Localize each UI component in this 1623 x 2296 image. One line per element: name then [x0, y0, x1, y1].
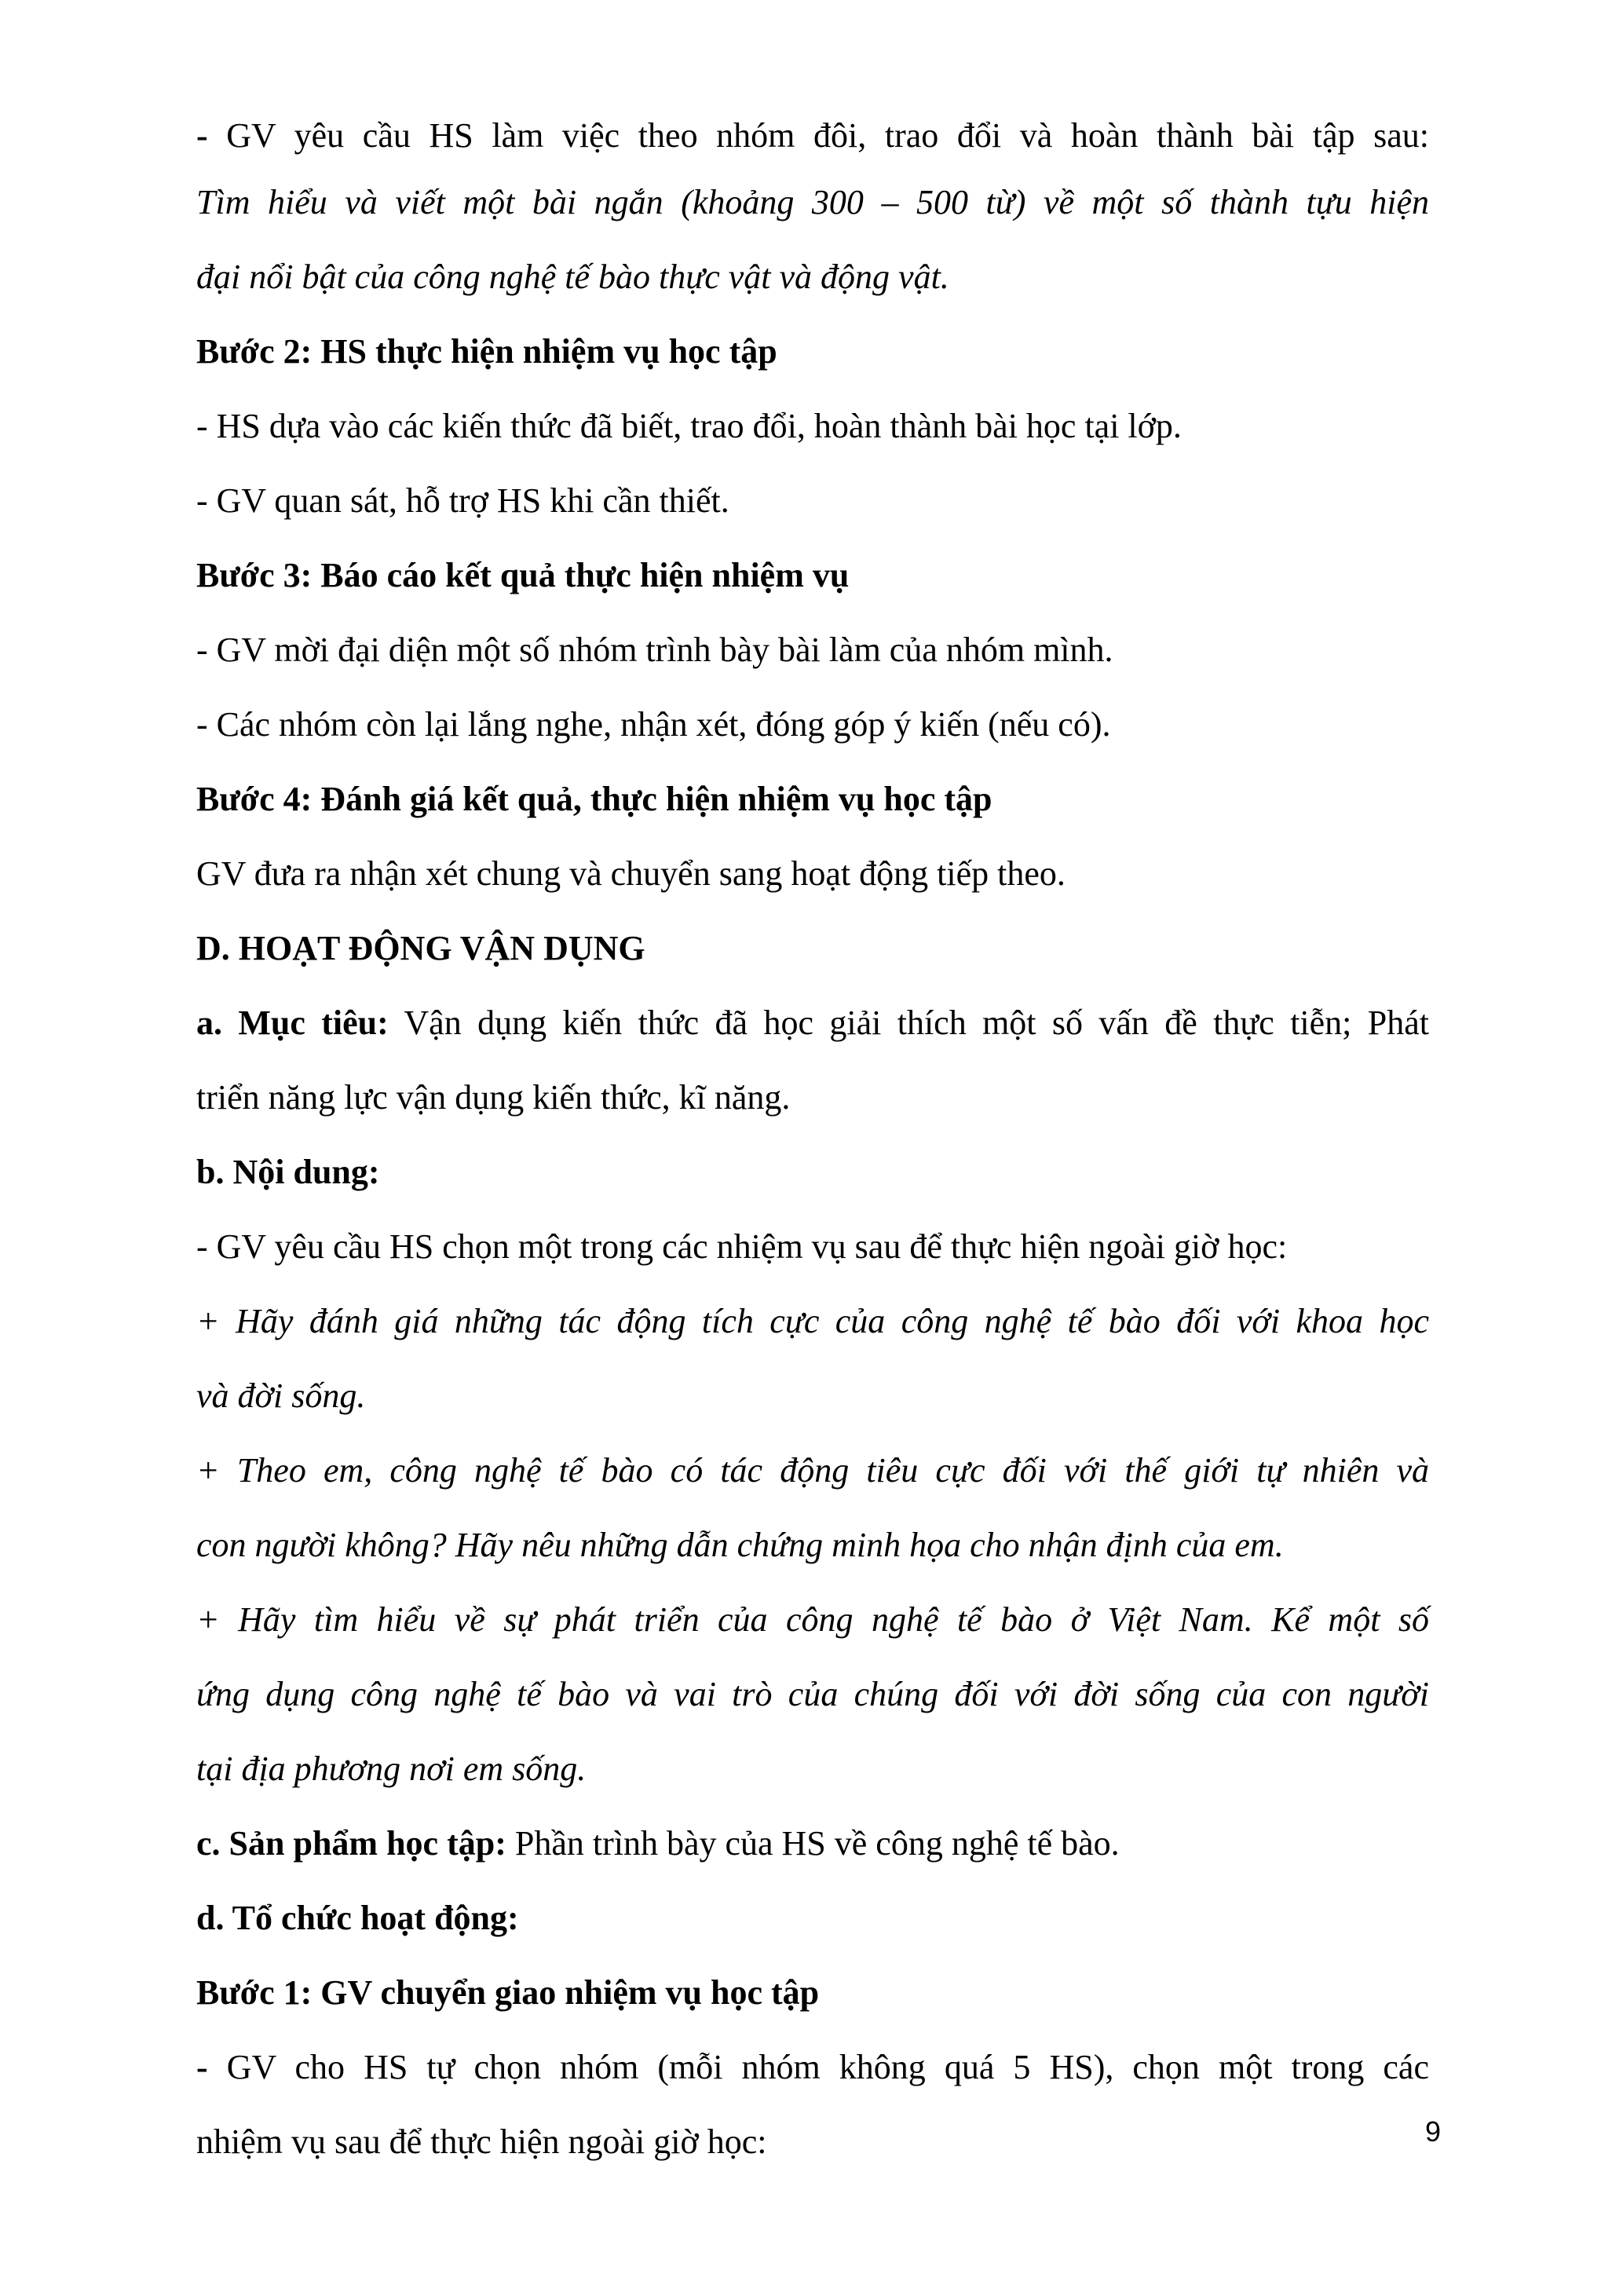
org-label: d. Tổ chức hoạt động:: [196, 1899, 519, 1937]
step2-line1: - HS dựa vào các kiến thức đã biết, trao đổi, hoàn thành bài học tại lớp.: [196, 407, 1182, 445]
task1-line1: + Hãy đánh giá những tác động tích cực của công nghệ tế bào đối với khoa học: [196, 1302, 1429, 1340]
intro-dash: -: [196, 116, 208, 155]
product-paragraph: [196, 1810, 1429, 1877]
goal-label: a. Mục tiêu:: [196, 1004, 389, 1042]
step2-heading: Bước 2: HS thực hiện nhiệm vụ học tập: [196, 332, 777, 371]
intro-instruction: [196, 102, 1429, 236]
step2-line2: - GV quan sát, hỗ trợ HS khi cần thiết.: [196, 481, 729, 520]
task2-line1: + Theo em, công nghệ tế bào có tác động tiêu cực đối với thế giới tự nhiên và: [196, 1451, 1429, 1490]
step3-line2: - Các nhóm còn lại lắng nghe, nhận xét, đóng góp ý kiến (nếu có).: [196, 705, 1111, 744]
document-body: [196, 102, 1429, 2183]
intro-task-line2: đại nổi bật của công nghệ tế bào thực vật và động vật.: [196, 258, 949, 296]
product-text: Phần trình bày của HS về công nghệ tế bào.: [506, 1824, 1120, 1863]
task3-line1: + Hãy tìm hiểu về sự phát triển của công nghệ tế bào ở Việt Nam. Kể một số: [196, 1600, 1429, 1639]
goal-line2: triển năng lực vận dụng kiến thức, kĩ năng.: [196, 1078, 791, 1117]
step4-heading: Bước 4: Đánh giá kết quả, thực hiện nhiệm vụ học tập: [196, 780, 992, 818]
step1-line2: nhiệm vụ sau để thực hiện ngoài giờ học:: [196, 2122, 767, 2161]
step1-line1: GV cho HS tự chọn nhóm (mỗi nhóm không quá 5 HS), chọn một trong các: [207, 2048, 1429, 2086]
step1-heading: Bước 1: GV chuyển giao nhiệm vụ học tập: [196, 1973, 820, 2012]
step4-line1: GV đưa ra nhận xét chung và chuyển sang hoạt động tiếp theo.: [196, 854, 1066, 893]
product-label: c. Sản phẩm học tập:: [196, 1824, 506, 1863]
goal-paragraph: [196, 989, 1429, 1056]
task2-line2: con người không? Hãy nêu những dẫn chứng minh họa cho nhận định của em.: [196, 1526, 1284, 1564]
task3-line2: ứng dụng công nghệ tế bào và vai trò của chúng đối với đời sống của con người: [196, 1675, 1429, 1713]
content-label: b. Nội dung:: [196, 1153, 380, 1191]
task1-line2: và đời sống.: [196, 1377, 366, 1415]
step1-dash: -: [196, 2048, 208, 2086]
task3-line3: tại địa phương nơi em sống.: [196, 1749, 587, 1788]
step3-heading: Bước 3: Báo cáo kết quả thực hiện nhiệm vụ: [196, 556, 850, 594]
step3-line1: - GV mời đại diện một số nhóm trình bày bài làm của nhóm mình.: [196, 631, 1113, 669]
intro-task-line1: Tìm hiểu và viết một bài ngắn (khoảng 300 – 500 từ) về một số thành tựu hiện: [196, 183, 1429, 221]
section-d-heading: D. HOẠT ĐỘNG VẬN DỤNG: [196, 929, 645, 967]
intro-text: GV yêu cầu HS làm việc theo nhóm đôi, trao đổi và hoàn thành bài tập sau:: [207, 116, 1429, 155]
goal-line1: Vận dụng kiến thức đã học giải thích một số vấn đề thực tiễn; Phát: [388, 1004, 1429, 1042]
content-line1: - GV yêu cầu HS chọn một trong các nhiệm vụ sau để thực hiện ngoài giờ học:: [196, 1227, 1288, 1266]
page-number: 9: [1424, 2115, 1441, 2148]
intro-task-line2-block: [196, 243, 1429, 310]
step1-paragraph: [196, 2034, 1429, 2100]
